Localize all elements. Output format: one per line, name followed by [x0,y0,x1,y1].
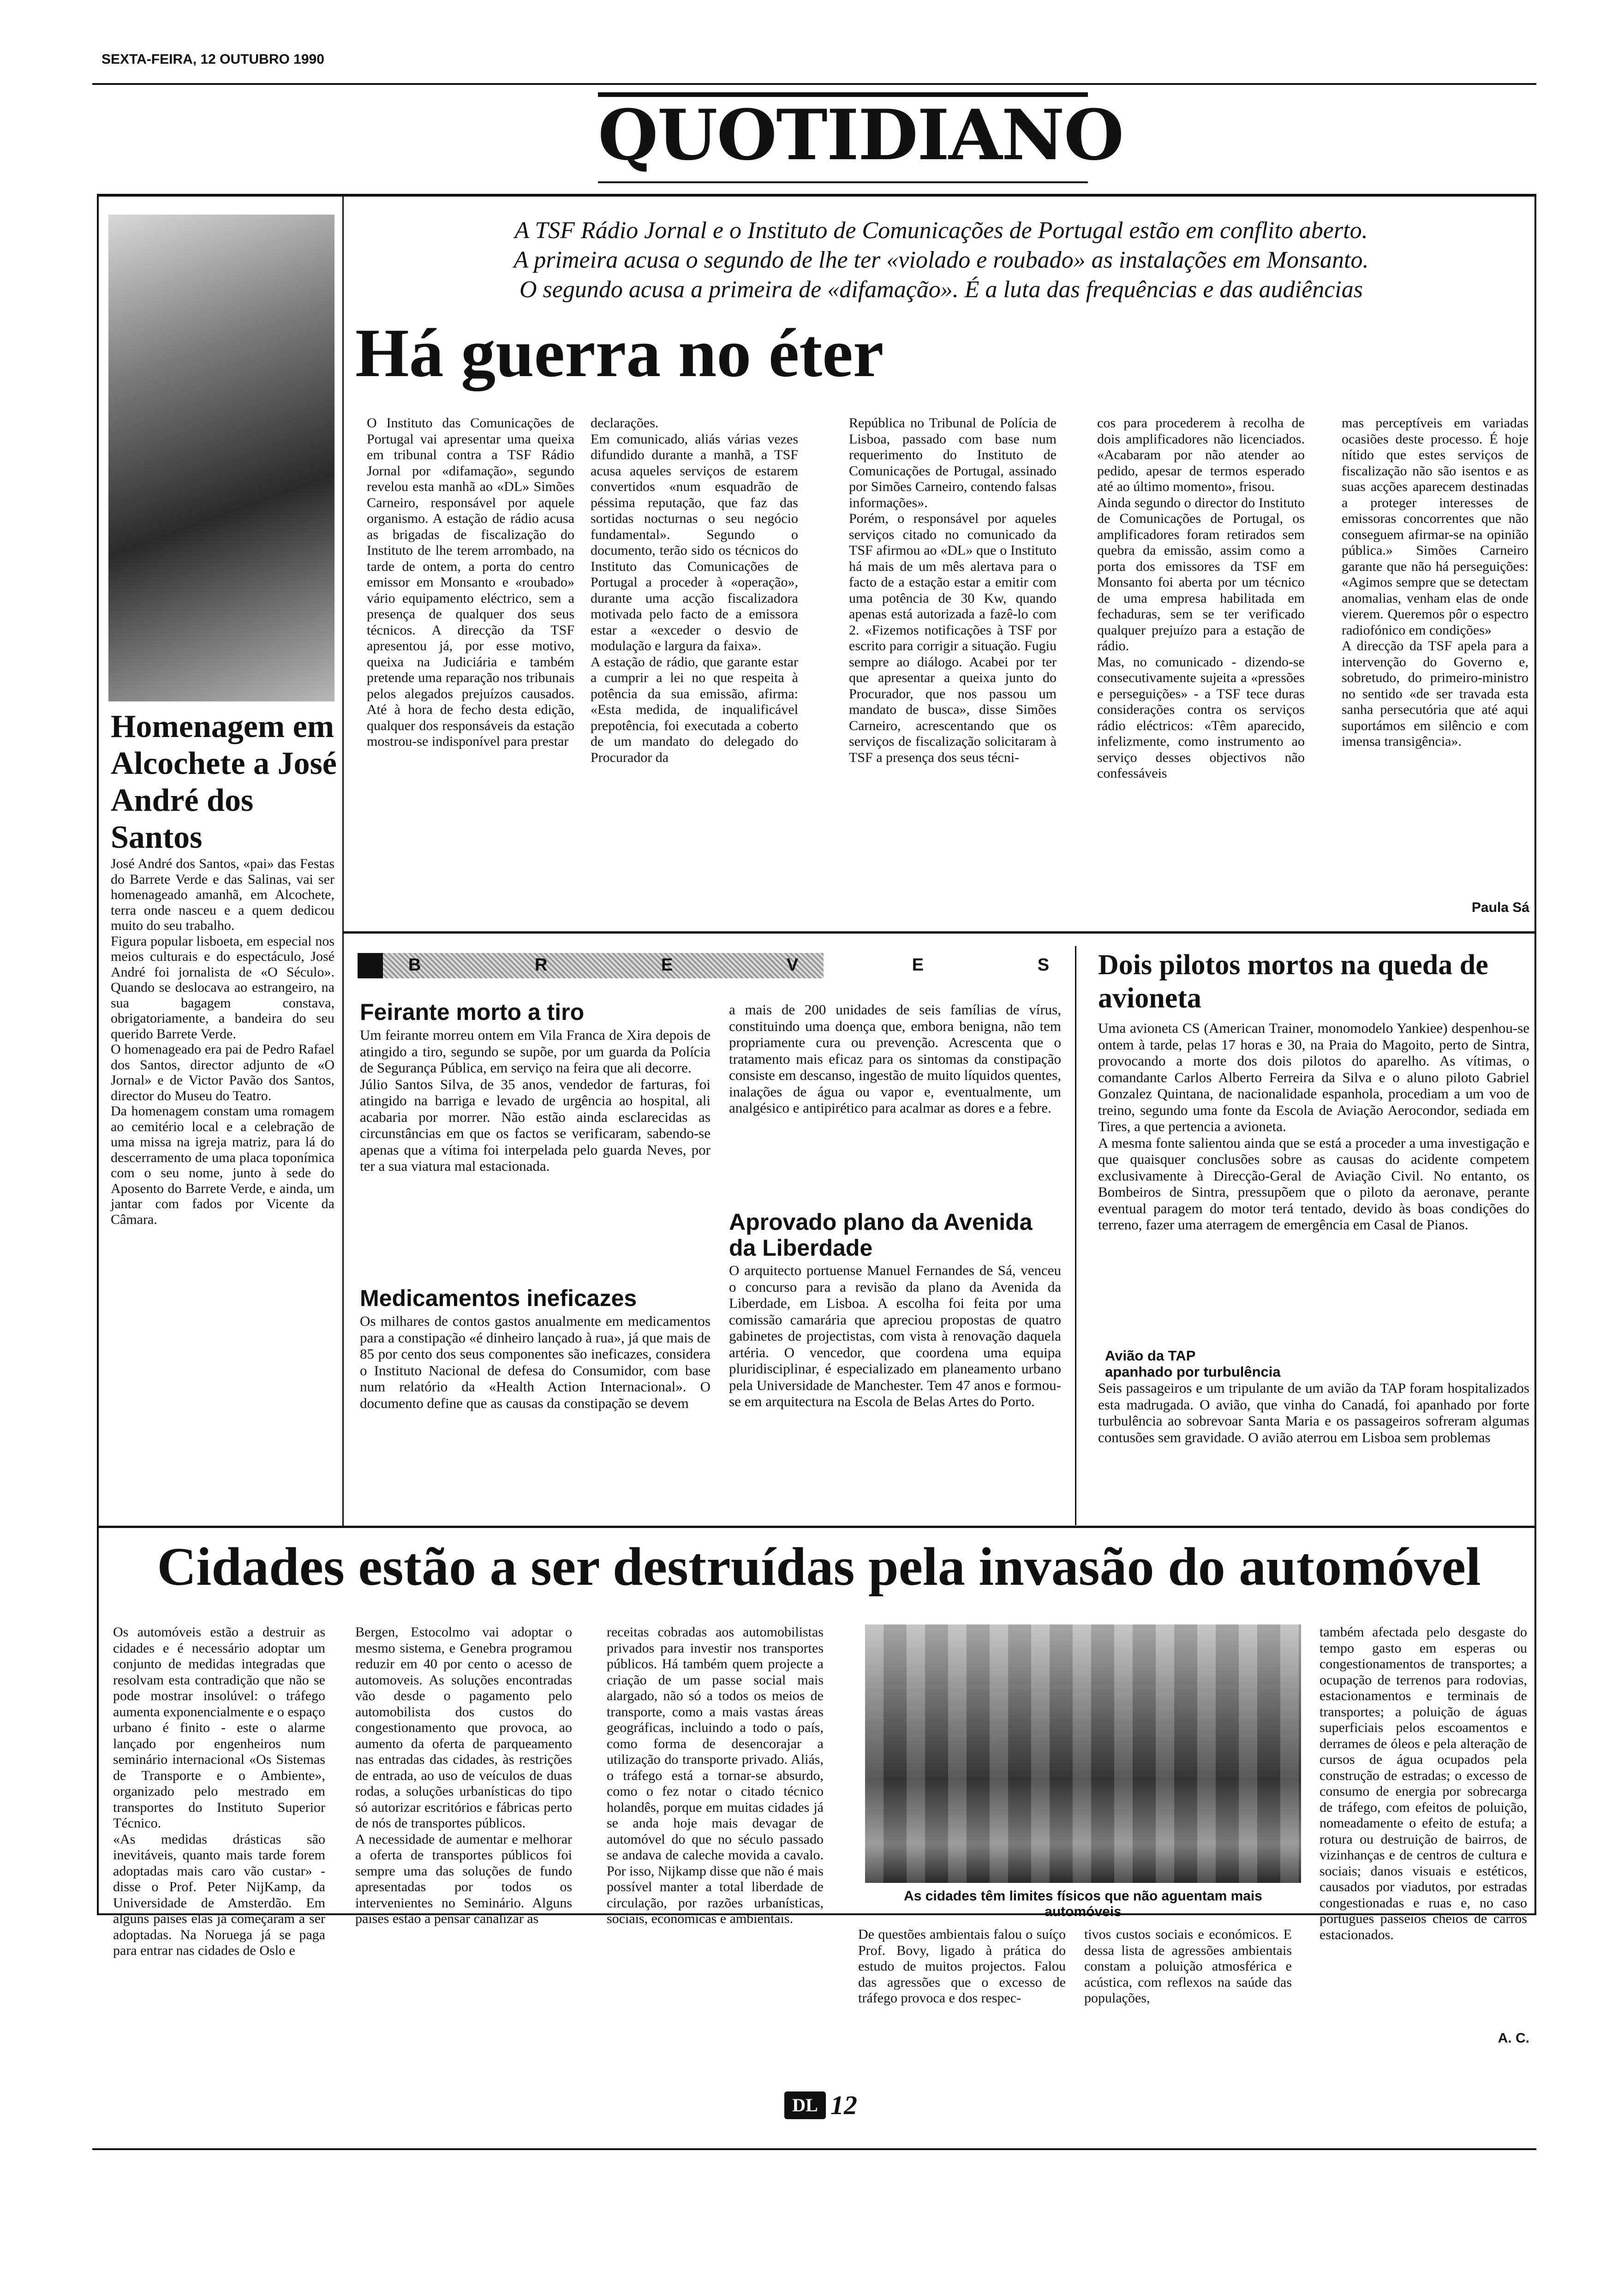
breves-label: B R E V E S [408,955,1104,975]
box-left-rule [97,194,99,1915]
footer-logo [784,2091,826,2119]
cidades-col-6: também afectada pelo desgaste do tempo gasto em esperas ou congestionamentos de transportes; a ocupação de terrenos para rodovias, estacionamentos e terminais de transportes; a poluição de águas superficiais pelos escoamentos e derrames de óleos e pela alteração de cursos de água ocupados pela construção de estradas; o excesso de consumo de energia por sobrecarga de tráfego, com efeitos de poluição, nomeadamente o efeito de estufa; a rotura ou destruição de bairros, de vizinhanças e de centros de cultura e sociais; danos visuais e estéticos, causados por viadutos, por estradas congestionadas e ruas e, no caso português passeios cheios de carros estacionados. [1320,1624,1531,1942]
page-number: 12 [830,2090,857,2120]
lead-col-3: República no Tribunal de Polícia de Lisboa, passado com base num requerimento do Instituto de Comunicações de Portugal, assinado por Simões Carneiro, contendo falsas informações». Porém, o responsável por aqueles serviços citado no comunicado da TSF afirmou ao «DL» que o Instituto há mais de um mês alertava para o facto de a estação estar a emitir com uma potência de 30 Kw, quando apenas está autorizada a fazê-lo com 2. «Fizemos notificações à TSF por escrito para corrigir a situação. Fugiu sempre ao diálogo. Acabei por ter que apresentar a queixa junto do Procurador, que nos passou um mandato de busca», disse Simões Carneiro, acrescentando que os serviços de fiscalização solicitaram à TSF a presença dos seus técni- [849,415,1057,765]
cidades-col-2: Bergen, Estocolmo vai adoptar o mesmo sistema, e Genebra programou reduzir em 40 por cento o acesso de automoveis. As soluções encontradas vão desde o pagamento pelo automobilista dos custos do congestionamento que provoca, ao aumento da oferta de parqueamento nas entradas das cidades, às restrições de entrada, ao uso de veículos de duas rodas, a soluções urbanísticas do tipo só autorizar escritórios e fábricas perto de nós de transportes públicos. A necessidade de aumentar e melhorar a oferta de transportes públicos foi sempre uma das soluções de fundo apresentadas por todos os intervenientes no Seminário. Alguns países estão a pensar canalizar as [355,1624,572,1926]
breves-square [358,953,383,978]
breves-divider [1075,946,1076,1525]
cidades-col-4: De questões ambientais falou o suíço Prof. Bovy, ligado à prática do estudo de muitos projectos. Falou das agressões que o excesso de tráfego provoca e dos respec- [858,1927,1069,2006]
lead-col-2: declarações. Em comunicado, aliás várias vezes difundido durante a manhã, a TSF acusa aqueles serviços de estarem convertidos «num esquadrão de péssima reputação, que faz das sortidas nocturnas o seu negócio fundamental». Segundo o documento, terão sido os técnicos do Instituto das Comunicações de Portugal a proceder à «operação», durante uma acção fiscalizadora motivada pelo facto de a emissora estar a «exceder o desvio de modulação e largura da faixa». A estação de rádio, que garante estar a cumprir a lei no que respeita à potência da sua emissão, afirma: «Esta medida, de inqualificável prepotência, foi executada a coberto de um mandato do delegado do Procurador da [591,415,798,765]
breves-item2-body: Os milhares de contos gastos anualmente em medicamentos para a constipação «é dinheiro lançado à rua», já que mais de 85 por cento dos seus componentes são ineficazes, considera o Instituto Nacional de defesa do Consumidor, com base num relatório da «Health Action Internacional». O documento define que as causas da constipação se devem [360,1313,714,1411]
cidades-col-3: receitas cobradas aos automobilistas privados para investir nos transportes públicos. Há também quem projecte a criação de um passe social mais alargado, não só a todos os meios de transporte, como a mais vastas áreas geográficas, incluindo a todo o país, como forma de desencorajar a utilização do transporte privado. Aliás, o tráfego está a tornar-se absurdo, como o fez notar o citado técnico holandês, porque em muitas cidades já se anda hoje mais devagar de automóvel do que no século passado se andava de caleche movida a cavalo. Por isso, Nijkamp disse que não é mais possível manter a total liberdade de circulação, por razões urbanísticas, sociais, económicas e ambientais. [607,1624,827,1926]
portrait-photo [108,215,334,701]
lead-col-4: cos para procederem à recolha de dois amplificadores não licenciados. «Acabaram por não atender ao pedido, apesar de termos esperado até ao último momento», frisou. Ainda segundo o director do Instituto de Comunicações de Portugal, os amplificadores foram retirados sem quebra da emissão, assim como a porta dos emissores da TSF em Monsanto foi aberta por um técnico de uma empresa habilitada em fechaduras, sem se ter verificado qualquer prejuízo para a estação de rádio. Mas, no comunicado - dizendo-se consecutivamente sujeita a «pressões e perseguições» - a TSF tece duras considerações contra os serviços rádio eléctricos: «Têm aparecido, infelizmente, como instrumento ao serviço desses objectivos não confessáveis [1097,415,1305,781]
pilotos-sub-body: Seis passageiros e um tripulante de um avião da TAP foram hospitalizados esta madrugada. O avião, que vinha do Canadá, foi apanhado por forte turbulência ao sobrevoar Santa Maria e os passageiros sofreram algumas contusões sem gravidade. O avião aterrou em Lisboa sem problemas [1098,1380,1533,1445]
lead-col-5: mas perceptíveis em variadas ocasiões deste processo. É hoje nítido que estes serviços de fiscalização não são isentos e as suas acções aparecem destinadas a proteger interesses de emissoras concorrentes que não conseguem afirmar-se na opinião pública.» Simões Carneiro garante que não há perseguições: «Agimos sempre que se detectam anomalias, venham elas de onde vierem. Queremos pôr o espectro radiofónico em condições» A direcção da TSF apela para a intervenção do Governo e, sobretudo, do primeiro-ministro no sentido «de ser travada esta sanha persecutória que até aqui suportámos em silêncio e com imensa transigência». [1342,415,1528,749]
traffic-photo-caption: As cidades têm limites físicos que não aguentam mais automóveis [904,1888,1262,1919]
pilotos-sub-title: Avião da TAP [1105,1348,1196,1364]
breves-item3-body: O arquitecto portuense Manuel Fernandes de Sá, venceu o concurso para a revisão da plano da Avenida da Liberdade, em Lisboa. A escolha foi feita por uma comissão camarária que apreciou propostas de quatro gabinetes de projectistas, com vista à renovação daquela artéria. O vencedor, que coordena uma equipa pluridisciplinar, é especializado em planeamento urbano pela Universidade de Manchester. Tem 47 anos e formou-se em arquitectura na Escola de Belas Artes do Porto. [729,1262,1065,1409]
breves-item1-body: Um feirante morreu ontem em Vila Franca de Xira depois de atingido a tiro, segundo se supõe, por um guarda da Polícia de Segurança Pública, em serviço na feira que ali decorre. Júlio Santos Silva, de 35 anos, vendedor de farturas, foi atingido na barriga e levado de urgência ao hospital, ali acabaria por morrer. Não estão ainda esclarecidas as circunstâncias em que os factos se verificaram, sabendo-se apenas que a vítima foi interpelada pelo guarda Neves, por ter a sua viatura mal estacionada. [360,1027,710,1174]
cidades-col-5: tivos custos sociais e económicos. E dessa lista de agressões ambientais constam a poluição atmosférica e acústica, com reflexos na saúde das populações, [1084,1927,1296,2006]
breves-item2-title: Medicamentos ineficazes [360,1285,637,1311]
breves-item2-cont: a mais de 200 unidades de seis famílias de vírus, constituindo uma doença que, embora benigna, não tem propriamente cura ou prevenção. Acrescenta que o tratamento mais eficaz para os sintomas da constipação consiste em descanso, ingestão de muito líquidos quentes, inalações de água ou vapor e, eventualmente, um analgésico e antipirético para acalmar as dores e a febre. [729,1001,1065,1116]
lead-headline: Há guerra no éter [355,315,884,391]
sidebar-headline: Homenagem em Alcochete a José André dos Santos [111,709,337,855]
breves-item3-title: Aprovado plano da Avenida da Liberdade [729,1209,1033,1261]
bottom-rule [92,2148,1536,2150]
cidades-headline: Cidades estão a ser destruídas pela invasão do automóvel [157,1536,1481,1597]
pilotos-sub-subtitle: apanhado por turbulência [1105,1364,1281,1380]
footer-logo-text: DL [792,2095,818,2115]
lead-byline: Paula Sá [1471,900,1529,915]
sidebar-divider [342,197,344,1526]
lead-bottom-rule [344,931,1534,934]
lead-deck: A TSF Rádio Jornal e o Instituto de Comunicações de Portugal estão em conflito aberto. A primeira acusa o segundo de lhe ter «violado e roubado» as instalações em Monsanto. O segundo acusa a primeira de «difamação». É a luta das frequências e das audiências [513,217,1369,303]
lead-col-1: O Instituto das Comunicações de Portugal vai apresentar uma queixa em tribunal contra a TSF Rádio Jornal por «difamação», segundo revelou esta manhã ao «DL» Simões Carneiro, responsável por aquele organismo. A estação de rádio acusa as brigadas de fiscalização do Instituto de lhe terem arrombado, na tarde de ontem, a porta do centro emissor em Monsanto e «roubado» vário equipamento eléctrico, sem a presença de qualquer dos seus técnicos. A direcção da TSF apresentou já, por esse motivo, queixa na Judiciária e também pretende uma reparação nos tribunais pelos alegados prejuízos causados. Até à hora de fecho desta edição, qualquer dos responsáveis da estação mostrou-se indisponível para prestar [367,415,578,749]
box-top-rule [97,194,1536,197]
breves-item1-title: Feirante morto a tiro [360,999,585,1025]
cidades-top-rule [97,1526,1536,1528]
top-rule [92,83,1536,85]
cidades-col-1: Os automóveis estão a destruir as cidades e é necessário adoptar um conjunto de medidas integradas que resolvam esta contradição que não se pode mostrar insolúvel: o tráfego aumenta exponencialmente e o espaço urbano é finito - este o alarme lançado por engenheiros num seminário internacional «Os Sistemas de Transporte e o Ambiente», organizado pelo mestrado em transportes do Instituto Superior Técnico. «As medidas drásticas são inevitáveis, quanto mais tarde forem adoptadas mais caro vão custar» - disse o Prof. Peter NijKamp, da Universidade de Amsterdão. Em alguns países elas já começaram a ser adoptadas. Na Noruega já se paga para entrar nas cidades de Oslo e [113,1624,325,1958]
breves-banner [358,953,1104,978]
pilotos-body: Uma avioneta CS (American Trainer, monomodelo Yankiee) despenhou-se ontem à tarde, pelas 17 horas e 30, na Praia do Magoito, perto de Sintra, provocando a morte dos dois pilotos do aparelho. As vítimas, o comandante Carlos Alberto Ferreira da Silva e o aluno piloto Gabriel Gonzalez Quintana, de nacionalidade espanhola, procediam a um voo de treino, segundo uma fonte da Escola de Aviação Aerocondor, sediada em Tires, a que pertencia a avioneta. A mesma fonte salientou ainda que se está a proceder a uma investigação e que quaisquer conclusões sobre as causas do acidente competem exclusivamente à Direcção-Geral de Aviação Civil. No entanto, os Bombeiros de Sintra, pressupõem que o piloto da aeronave, perante eventual paragem do motor terá tentado, devido às boas condições do terreno, fazer uma aterragem de emergência em Casal de Pianos. [1098,1020,1529,1233]
section-rule-bottom [598,181,1088,183]
box-right-rule [1534,194,1536,1915]
pilotos-headline: Dois pilotos mortos na queda de avioneta [1098,949,1488,1014]
sidebar-body: José André dos Santos, «pai» das Festas do Barrete Verde e das Salinas, vai ser homenageado amanhã, em Alcochete, terra onde nasceu e a quem dedicou muito do seu trabalho. Figura popular lisboeta, em especial nos meios culturais e do espectáculo, José André foi jornalista de «O Século». Quando se deslocava ao estrangeiro, na sua bagagem constava, obrigatoriamente, a bandeira do seu querido Barrete Verde. O homenageado era pai de Pedro Rafael dos Santos, director adjunto de «O Jornal» e de Victor Pavão dos Santos, director do Museu do Teatro. Da homenagem constam uma romagem ao cemitério local e a celebração de uma missa na igreja matriz, para lá do descerramento de uma placa toponímica com o seu nome, junto à sede do Aposento do Barrete Verde, e ainda, um jantar com fados por Vicente da Câmara. [111,856,334,1227]
traffic-photo [865,1624,1301,1883]
cidades-byline: A. C. [1498,2031,1529,2046]
section-title: QUOTIDIANO [598,95,1123,176]
issue-date: SEXTA-FEIRA, 12 OUTUBRO 1990 [102,52,324,67]
